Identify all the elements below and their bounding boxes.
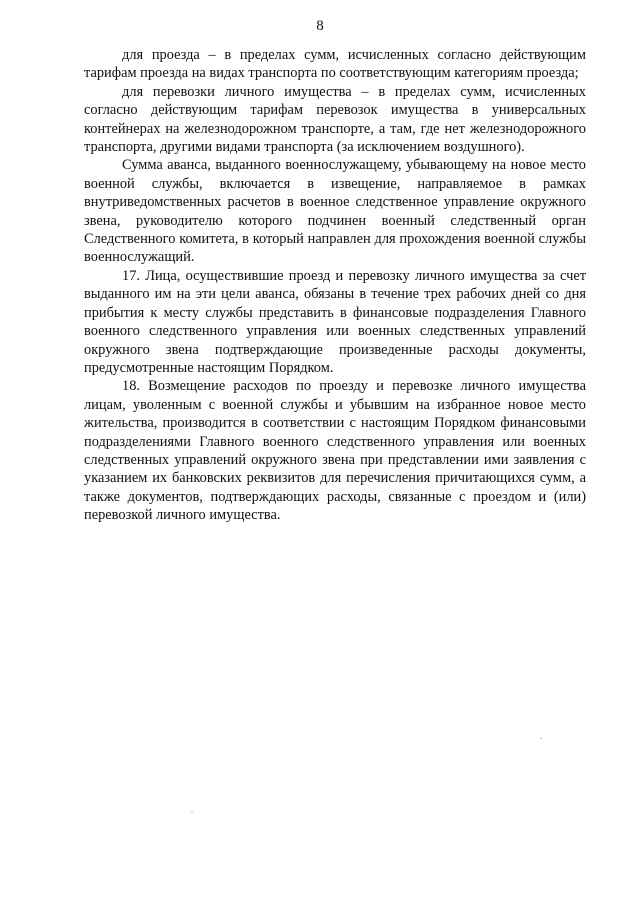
paragraph-property-transport: для перевозки личного имущества – в пределах сумм, исчисленных согласно действующим тарифам перевозок имущества в универсальных контейнерах на железнодорожном транспорте, а там, где нет железнодорожного транспорта, другими видами транспорта (за исключением воздушного). — [84, 83, 586, 156]
document-body — [84, 46, 586, 525]
paragraph-travel-expenses: для проезда – в пределах сумм, исчисленных согласно действующим тарифам проезда на видах транспорта по соответствующим категориям проезда; — [84, 47, 586, 82]
paragraph-18: 18. Возмещение расходов по проезду и перевозке личного имущества лицам, уволенным с военной службы и убывшим на избранное новое место жительства, производится в соответствии с настоящим Порядком финансовыми подразделениями Главного военного следственного управления или военных следственных управлений окружного звена при представлении ими заявления с указанием их банковских реквизитов для перечисления причитающихся сумм, а также документов, подтверждающих расходы, связанные с проездом и (или) перевозкой личного имущества. — [84, 378, 586, 524]
paragraph-17: 17. Лица, осуществившие проезд и перевозку личного имущества за счет выданного им на эти цели аванса, обязаны в течение трех рабочих дней со дня прибытия к месту службы представить в финансовые подразделения Главного военного следственного управления или военных следственных управлений окружного звена подтверждающие произведенные расходы документы, предусмотренные настоящим Порядком. — [84, 267, 586, 376]
scan-speck — [540, 738, 542, 739]
paragraph-advance-notice: Сумма аванса, выданного военнослужащему, убывающему на новое место военной службы, включается в извещение, направляемое в рамках внутриведомственных расчетов в военное следственное управление окружного звена, руководителю которого подчинен военный следственный орган Следственного комитета, в который направлен для прохождения военной службы военнослужащий. — [84, 157, 586, 266]
scan-speck — [191, 812, 193, 813]
page-number: 8 — [316, 18, 324, 34]
